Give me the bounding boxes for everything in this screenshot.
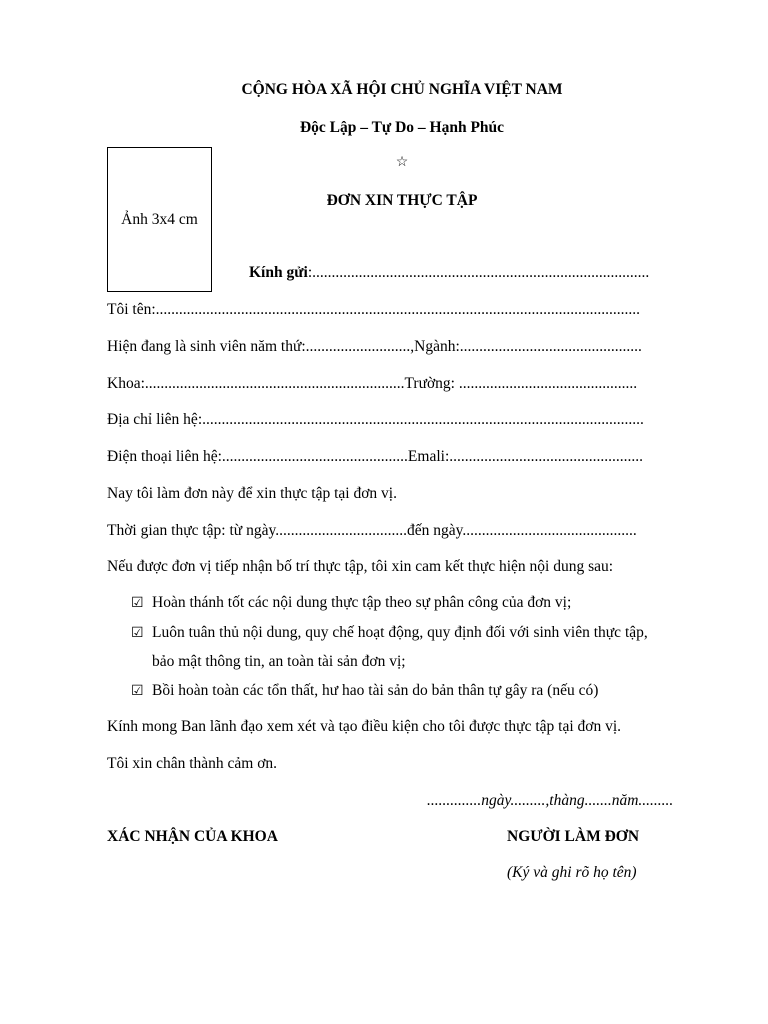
applicant-label: NGƯỜI LÀM ĐƠN	[507, 828, 640, 845]
request-statement: Nay tôi làm đơn này để xin thực tập tại đơn vị.	[107, 485, 397, 502]
closing-request: Kính mong Ban lãnh đạo xem xét và tạo điều kiện cho tôi được thực tập tại đơn vị.	[107, 718, 622, 735]
nation-title: CỘNG HÒA XÃ HỘI CHỦ NGHĨA VIỆT NAM	[241, 81, 563, 98]
commitment-item: Hoàn thánh tốt các nội dung thực tập theo sự phân công của đơn vị;	[152, 594, 572, 611]
commitment-item: Luôn tuân thủ nội dung, quy chế hoạt động, quy định đối với sinh viên thực tập,	[152, 624, 648, 641]
faculty-confirmation-label: XÁC NHẬN CỦA KHOA	[107, 828, 278, 845]
checkbox-checked-icon: ☑	[131, 684, 144, 699]
address-field: Địa chỉ liên hệ:..................................................................................................................	[107, 411, 644, 428]
commitment-item-continued: bảo mật thông tin, an toàn tài sản đơn vị;	[152, 653, 406, 670]
motto: Độc Lập – Tự Do – Hạnh Phúc	[299, 119, 505, 136]
addressee-line	[249, 264, 649, 282]
name-field: Tôi tên:.............................................................................................................................	[107, 301, 641, 318]
document-title: ĐƠN XIN THỰC TẬP	[326, 192, 478, 209]
addressee-fill: :.......................................................................................	[307, 264, 650, 281]
date-line: ..............ngày.........,thàng.......năm.........	[427, 792, 674, 809]
closing-thanks: Tôi xin chân thành cảm ơn.	[107, 755, 278, 772]
signature-note: (Ký và ghi rõ họ tên)	[507, 864, 637, 881]
addressee-label: Kính gửi	[249, 264, 308, 281]
commitment-item: Bồi hoàn toàn các tổn thất, hư hao tài sản do bản thân tự gây ra (nếu có)	[152, 682, 599, 699]
year-major-field: Hiện đang là sinh viên năm thứ:...........................,Ngành:...............................................	[107, 338, 642, 355]
faculty-school-field: Khoa:...................................................................Trường: ..............................................	[107, 375, 638, 392]
checkbox-checked-icon: ☑	[131, 596, 144, 611]
phone-email-field: Điện thoại liên hệ:................................................Emali:..................................................	[107, 448, 643, 465]
commitment-intro: Nếu được đơn vị tiếp nhận bố trí thực tập, tôi xin cam kết thực hiện nội dung sau:	[107, 558, 614, 575]
checkbox-checked-icon: ☑	[131, 626, 144, 641]
internship-period-field: Thời gian thực tập: từ ngày..................................đến ngày.............................................	[107, 522, 637, 539]
photo-placeholder	[107, 147, 212, 292]
ornament-icon: ☆	[395, 155, 409, 170]
photo-label: Ảnh 3x4 cm	[121, 211, 198, 228]
